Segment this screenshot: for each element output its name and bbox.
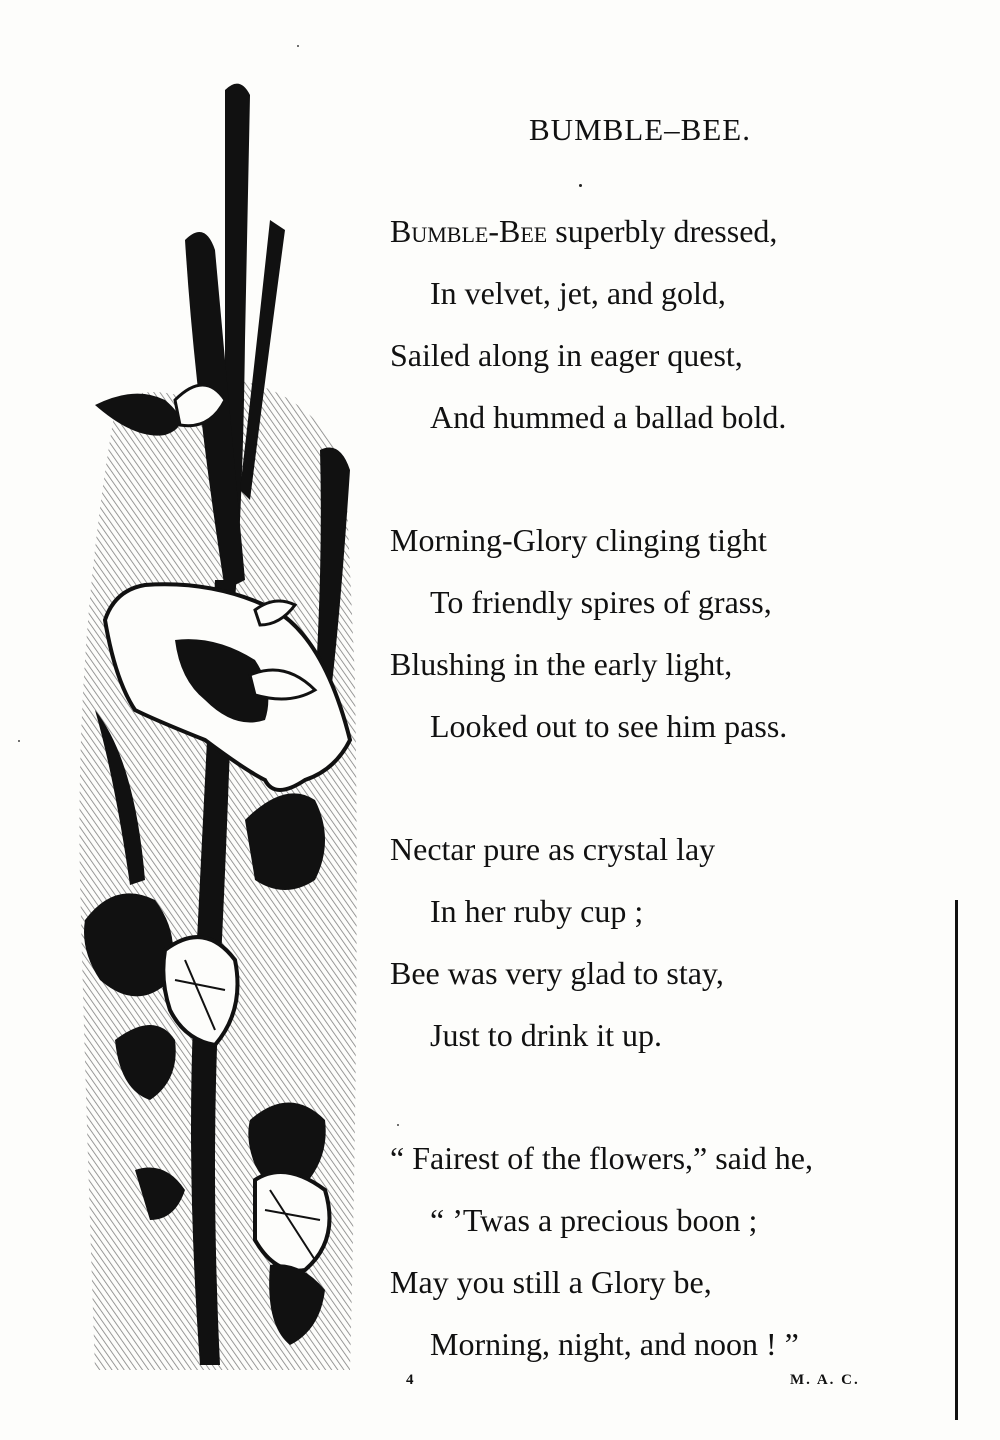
- stanza-3: [390, 818, 950, 1066]
- poem-line: And hummed a ballad bold.: [430, 399, 787, 435]
- stanza-1: [390, 200, 950, 448]
- poem-body: [390, 200, 950, 1436]
- poem-line: Looked out to see him pass.: [430, 708, 788, 744]
- title-ornament-dot: [579, 184, 582, 187]
- morning-glory-engraving-icon: [75, 80, 370, 1375]
- poem-line: In velvet, jet, and gold,: [430, 275, 726, 311]
- author-signature: M. A. C.: [790, 1372, 860, 1388]
- poem-line: Sailed along in eager quest,: [390, 337, 743, 373]
- poem-line: “ Fairest of the flowers,” said he,: [390, 1140, 813, 1176]
- ink-speck: [18, 740, 20, 742]
- poem-line: May you still a Glory be,: [390, 1264, 712, 1300]
- poem-line: In her ruby cup ;: [430, 893, 644, 929]
- poem-line: Just to drink it up.: [430, 1017, 663, 1053]
- poem-line: Bee was very glad to stay,: [390, 955, 724, 991]
- poem-line: Morning, night, and noon ! ”: [430, 1326, 799, 1362]
- poem-line: [390, 200, 950, 262]
- poem-line-lead: Bumble-Bee: [390, 213, 548, 249]
- poem-line: Nectar pure as crystal lay: [390, 831, 716, 867]
- poem-line-text: superbly dressed,: [547, 213, 778, 249]
- poem-line: Morning-Glory clinging tight: [390, 522, 767, 558]
- poem-line: “ ’Twas a precious boon ;: [430, 1202, 758, 1238]
- stanza-2: [390, 509, 950, 757]
- stanza-4: [390, 1127, 950, 1375]
- poem-title: BUMBLE–BEE.: [529, 112, 751, 147]
- ink-speck: [297, 45, 299, 47]
- page-edge-line: [955, 900, 958, 1420]
- ink-speck: [397, 1124, 399, 1126]
- poem-line: Blushing in the early light,: [390, 646, 733, 682]
- page-number: 4: [406, 1372, 416, 1388]
- poem-line: To friendly spires of grass,: [430, 584, 772, 620]
